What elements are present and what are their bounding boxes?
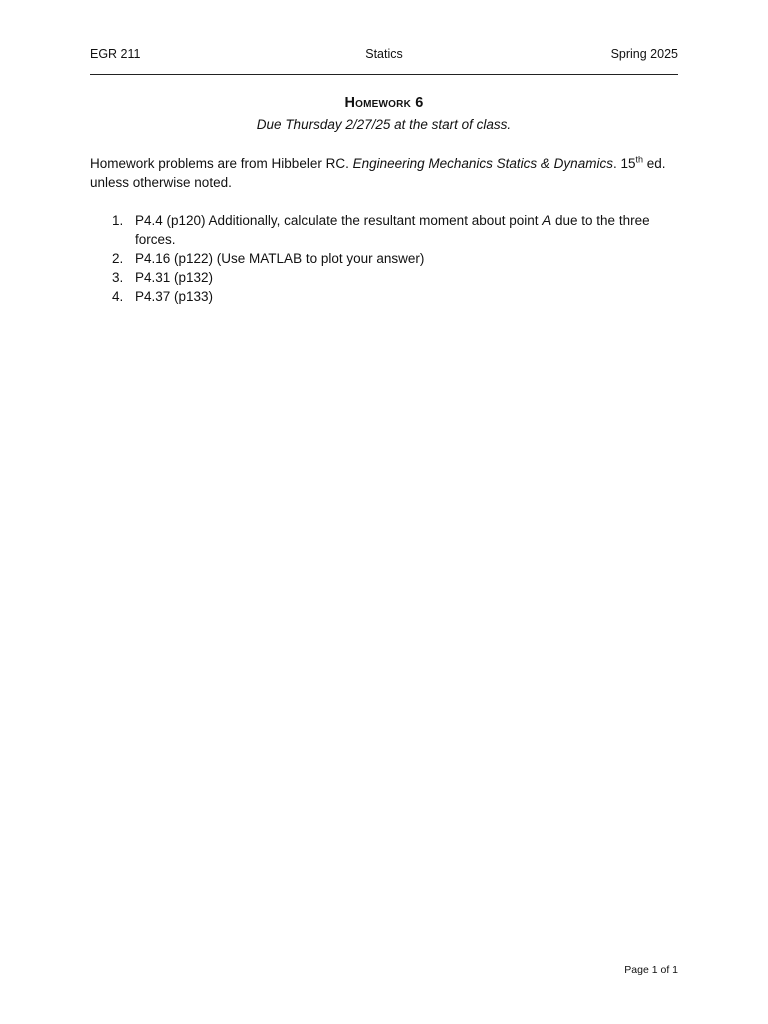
intro-text-start: Homework problems are from Hibbeler RC.: [90, 156, 353, 171]
due-date: Due Thursday 2/27/25 at the start of class.: [256, 117, 512, 132]
list-item: [90, 249, 680, 268]
list-item: [90, 268, 680, 287]
course-code: EGR 211: [90, 47, 141, 61]
point-variable: A: [542, 213, 552, 228]
problem-number: 3.: [112, 270, 124, 285]
problem-text: P4.31 (p132): [135, 270, 214, 285]
book-title: Engineering Mechanics Statics & Dynamics: [352, 156, 613, 171]
problem-number: 4.: [112, 289, 124, 304]
course-subject: Statics: [365, 47, 403, 61]
course-term: Spring 2025: [610, 47, 678, 61]
intro-paragraph: [90, 154, 680, 192]
page-header: [90, 47, 678, 65]
problem-number: 1.: [112, 213, 124, 228]
page-title: Homework 6: [344, 95, 424, 111]
intro-edition-number: . 15: [612, 156, 636, 171]
problem-text: P4.4 (p120) Additionally, calculate the resultant moment about point: [135, 213, 543, 228]
problem-text: P4.37 (p133): [135, 289, 214, 304]
edition-suffix: th: [635, 154, 643, 165]
problem-text: P4.16 (p122) (Use MATLAB to plot your answer): [135, 251, 425, 266]
list-item: [90, 287, 680, 306]
list-item: [90, 211, 680, 249]
problem-text-end: due to the three forces.: [135, 213, 650, 247]
page-number: Page 1 of 1: [624, 964, 678, 976]
problem-list: [90, 211, 680, 306]
header-divider: [90, 74, 678, 75]
problem-number: 2.: [112, 251, 124, 266]
intro-text-end: ed. unless otherwise noted.: [90, 156, 666, 190]
